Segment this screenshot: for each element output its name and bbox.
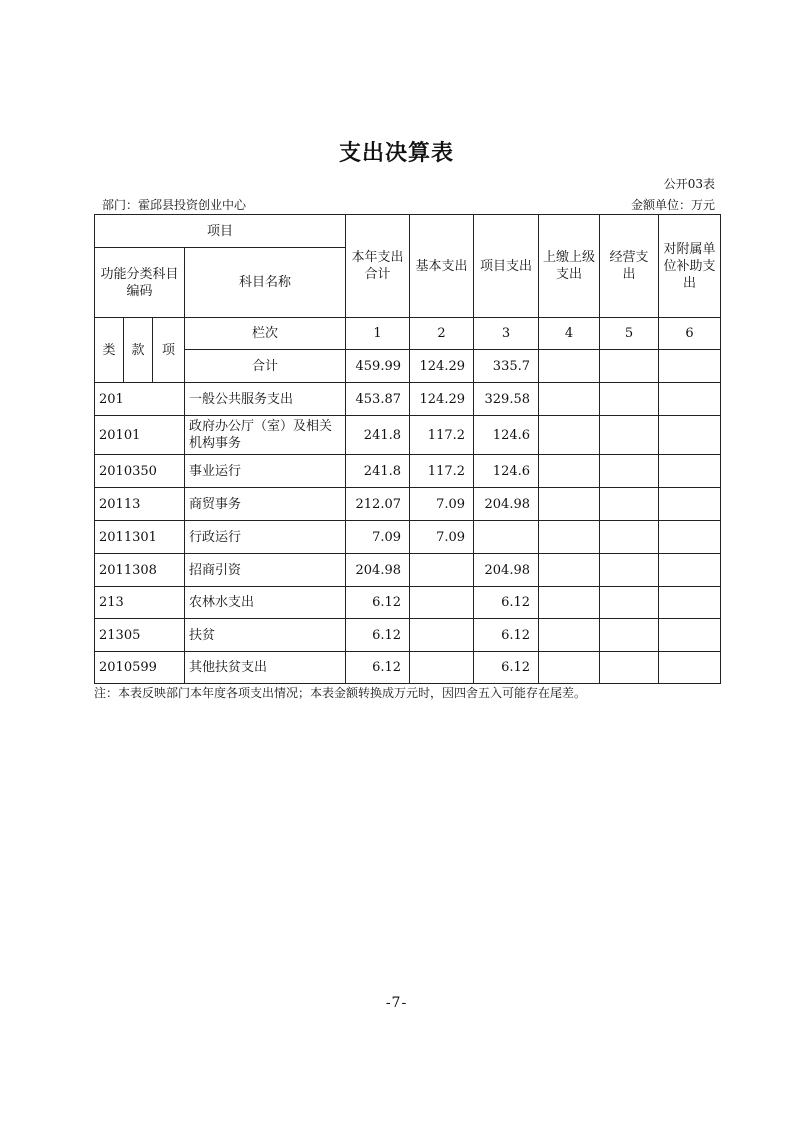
row-name: 一般公共服务支出 bbox=[185, 383, 346, 416]
row-value: 241.8 bbox=[346, 416, 410, 455]
row-value bbox=[410, 587, 474, 619]
row-value bbox=[600, 455, 659, 488]
total-value: 124.29 bbox=[410, 350, 474, 383]
table-row bbox=[95, 554, 721, 587]
row-value bbox=[659, 455, 721, 488]
row-code: 2011308 bbox=[95, 554, 185, 587]
row-code: 20113 bbox=[95, 488, 185, 521]
row-value bbox=[539, 455, 600, 488]
row-code: 21305 bbox=[95, 619, 185, 652]
expenditure-table bbox=[94, 214, 721, 684]
row-value: 117.2 bbox=[410, 455, 474, 488]
header-kuan: 款 bbox=[124, 318, 153, 383]
table-row bbox=[95, 455, 721, 488]
row-value: 329.58 bbox=[474, 383, 539, 416]
row-value bbox=[659, 587, 721, 619]
row-value: 212.07 bbox=[346, 488, 410, 521]
unit-label: 金额单位：万元 bbox=[630, 198, 715, 212]
row-code: 2011301 bbox=[95, 521, 185, 554]
header-lei: 类 bbox=[95, 318, 124, 383]
row-value bbox=[600, 652, 659, 684]
row-code: 20101 bbox=[95, 416, 185, 455]
row-value: 204.98 bbox=[474, 554, 539, 587]
row-value bbox=[474, 521, 539, 554]
row-name: 商贸事务 bbox=[185, 488, 346, 521]
row-name: 政府办公厅（室）及相关机构事务 bbox=[185, 416, 346, 455]
row-value bbox=[539, 488, 600, 521]
header-col-5: 经营支出 bbox=[600, 215, 659, 318]
row-value bbox=[410, 652, 474, 684]
page-title: 支出决算表 bbox=[338, 141, 454, 166]
row-value bbox=[539, 587, 600, 619]
row-value bbox=[539, 554, 600, 587]
row-value bbox=[659, 554, 721, 587]
header-func-code: 功能分类科目编码 bbox=[95, 248, 185, 318]
row-name: 扶贫 bbox=[185, 619, 346, 652]
row-value bbox=[659, 652, 721, 684]
row-value bbox=[659, 383, 721, 416]
table-row bbox=[95, 652, 721, 684]
row-value bbox=[659, 416, 721, 455]
row-value: 7.09 bbox=[410, 521, 474, 554]
row-name: 招商引资 bbox=[185, 554, 346, 587]
total-label: 合计 bbox=[185, 350, 346, 383]
table-row bbox=[95, 383, 721, 416]
table-row bbox=[95, 488, 721, 521]
header-col-6: 对附属单位补助支出 bbox=[659, 215, 721, 318]
header-col-1: 本年支出合计 bbox=[346, 215, 410, 318]
form-number: 公开03表 bbox=[663, 177, 715, 191]
row-value bbox=[600, 383, 659, 416]
row-value: 124.6 bbox=[474, 455, 539, 488]
col-num: 3 bbox=[474, 318, 539, 350]
total-value bbox=[600, 350, 659, 383]
row-value: 6.12 bbox=[346, 619, 410, 652]
row-value: 6.12 bbox=[474, 652, 539, 684]
header-project: 项目 bbox=[95, 215, 346, 248]
row-value bbox=[539, 521, 600, 554]
row-value bbox=[600, 619, 659, 652]
header-subject-name: 科目名称 bbox=[185, 248, 346, 318]
row-name: 农林水支出 bbox=[185, 587, 346, 619]
total-value: 459.99 bbox=[346, 350, 410, 383]
header-lanci: 栏次 bbox=[185, 318, 346, 350]
row-value bbox=[600, 587, 659, 619]
col-num: 2 bbox=[410, 318, 474, 350]
total-value: 335.7 bbox=[474, 350, 539, 383]
header-xiang: 项 bbox=[153, 318, 185, 383]
page-number: -7- bbox=[385, 995, 408, 1011]
total-value bbox=[539, 350, 600, 383]
row-value bbox=[600, 521, 659, 554]
row-value: 204.98 bbox=[474, 488, 539, 521]
row-value bbox=[600, 488, 659, 521]
row-value: 124.6 bbox=[474, 416, 539, 455]
row-value bbox=[410, 619, 474, 652]
row-value bbox=[659, 619, 721, 652]
table-row bbox=[95, 587, 721, 619]
col-num: 5 bbox=[600, 318, 659, 350]
header-col-2: 基本支出 bbox=[410, 215, 474, 318]
header-col-4: 上缴上级支出 bbox=[539, 215, 600, 318]
row-value bbox=[539, 619, 600, 652]
row-code: 2010599 bbox=[95, 652, 185, 684]
table-row bbox=[95, 416, 721, 455]
row-value: 7.09 bbox=[410, 488, 474, 521]
row-value bbox=[539, 383, 600, 416]
row-value: 204.98 bbox=[346, 554, 410, 587]
row-value: 6.12 bbox=[474, 619, 539, 652]
row-value bbox=[600, 416, 659, 455]
row-value bbox=[539, 652, 600, 684]
table-row bbox=[95, 521, 721, 554]
footnote: 注：本表反映部门本年度各项支出情况；本表金额转换成万元时，因四舍五入可能存在尾差。 bbox=[94, 686, 587, 700]
header-col-3: 项目支出 bbox=[474, 215, 539, 318]
row-value bbox=[600, 554, 659, 587]
total-value bbox=[659, 350, 721, 383]
row-value: 6.12 bbox=[346, 652, 410, 684]
row-value bbox=[410, 554, 474, 587]
department-label: 部门：霍邱县投资创业中心 bbox=[102, 198, 247, 212]
row-name: 事业运行 bbox=[185, 455, 346, 488]
row-value: 6.12 bbox=[346, 587, 410, 619]
col-num: 6 bbox=[659, 318, 721, 350]
col-num: 4 bbox=[539, 318, 600, 350]
col-num: 1 bbox=[346, 318, 410, 350]
row-value: 7.09 bbox=[346, 521, 410, 554]
row-value bbox=[659, 521, 721, 554]
row-value: 241.8 bbox=[346, 455, 410, 488]
row-value bbox=[659, 488, 721, 521]
table-row bbox=[95, 619, 721, 652]
row-value bbox=[539, 416, 600, 455]
row-code: 201 bbox=[95, 383, 185, 416]
row-name: 其他扶贫支出 bbox=[185, 652, 346, 684]
row-value: 6.12 bbox=[474, 587, 539, 619]
row-code: 213 bbox=[95, 587, 185, 619]
row-value: 117.2 bbox=[410, 416, 474, 455]
row-name: 行政运行 bbox=[185, 521, 346, 554]
row-value: 124.29 bbox=[410, 383, 474, 416]
row-code: 2010350 bbox=[95, 455, 185, 488]
row-value: 453.87 bbox=[346, 383, 410, 416]
